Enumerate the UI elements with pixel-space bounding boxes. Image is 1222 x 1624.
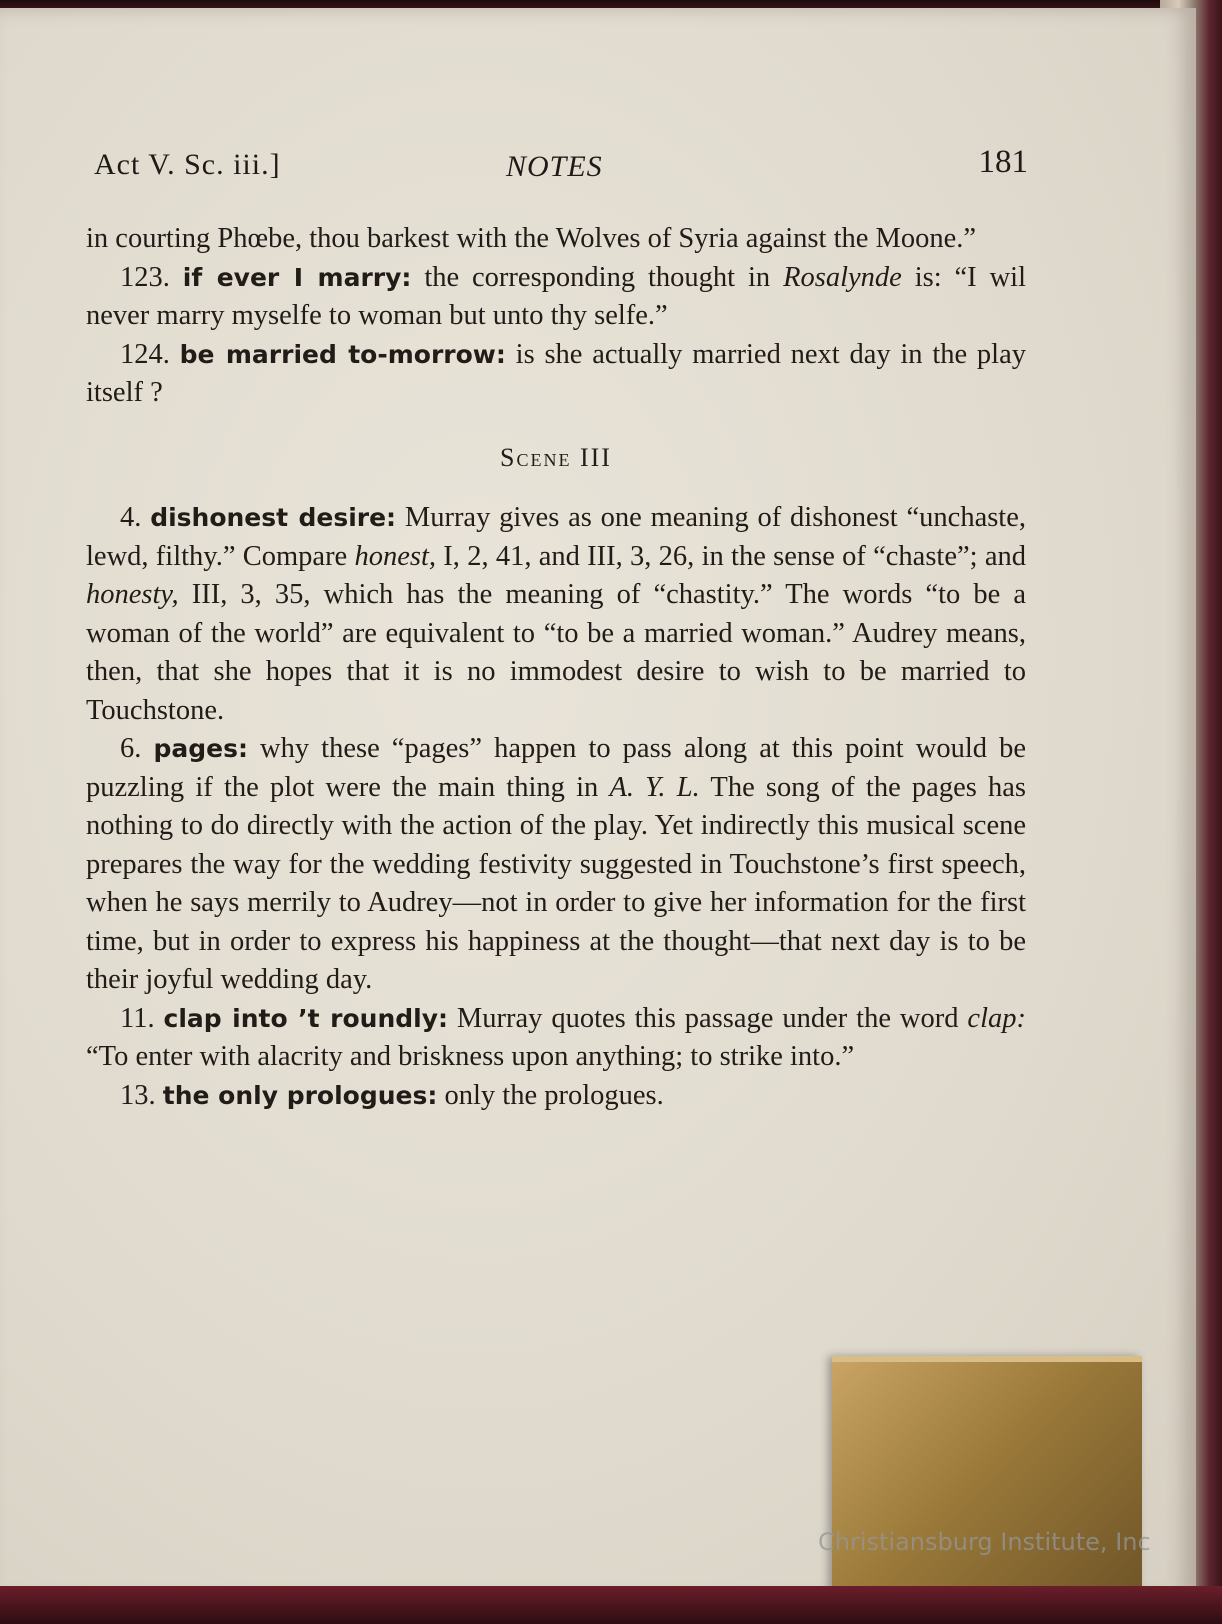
gold-bookmark-tab xyxy=(832,1356,1142,1612)
note-number: 6. xyxy=(120,733,142,764)
note-text: “To enter with alacrity and briskness upon anything; to strike into.” xyxy=(86,1041,855,1072)
note-term: the only prologues: xyxy=(162,1080,438,1110)
header-act-scene: Act V. Sc. iii.] xyxy=(94,148,281,181)
note-term: pages: xyxy=(153,734,248,763)
note-number: 123. xyxy=(120,261,170,293)
note-term: dishonest desire: xyxy=(150,503,397,532)
note-text: III, 3, 35, which has the meaning of “chastity.” The words “to be a woman of the world” are equivalent to “to be a married woman.” Audrey means, then, that she hopes that it is no immodest desire to wish to be married to Touchstone. xyxy=(86,579,1026,726)
note-italic: honest, xyxy=(354,540,437,572)
note-term: if ever I marry: xyxy=(182,262,412,292)
note-text: is: “I wil never marry myselfe to woman but unto thy selfe.” xyxy=(86,261,1026,331)
watermark: Christiansburg Institute, Inc xyxy=(818,1528,1151,1556)
note-number: 13. xyxy=(120,1079,156,1111)
note-4 xyxy=(86,499,1026,730)
header-title: NOTES xyxy=(506,150,603,183)
note-text: The song of the pages has nothing to do directly with the action of the play. Yet indirectly this musical scene prepares the way for the wedding festivity suggested in Touchstone’s first speech, when he says merrily to Audrey—not in order to give her information for the first time, but in order to express his happiness at the thought—that next day is to be their joyful wedding day. xyxy=(86,771,1026,995)
note-number: 4. xyxy=(120,502,142,533)
note-italic: A. Y. L. xyxy=(609,771,700,803)
scene-heading: Scene III xyxy=(500,442,612,472)
note-124 xyxy=(86,336,1026,413)
note-text: the corresponding thought in xyxy=(411,261,784,293)
note-term: be married to-morrow: xyxy=(179,339,506,369)
note-13 xyxy=(86,1077,1026,1116)
note-italic: Rosalynde xyxy=(783,261,902,293)
note-number: 11. xyxy=(120,1002,155,1034)
note-text: is she actually married next day in the play itself ? xyxy=(86,338,1027,408)
note-number: 124. xyxy=(120,338,170,370)
note-text: Murray gives as one meaning of dishonest “unchaste, lewd, filthy.” Compare xyxy=(86,502,1026,572)
note-italic: honesty, xyxy=(86,579,179,610)
note-6 xyxy=(86,730,1026,1000)
note-term: clap into ’t roundly: xyxy=(163,1003,448,1033)
page-number: 181 xyxy=(978,144,1028,180)
continued-note xyxy=(86,220,1026,259)
note-123 xyxy=(86,259,1026,336)
running-header xyxy=(94,142,1028,186)
note-text: in courting Phœbe, thou barkest with the Wolves of Syria against the Moone.” xyxy=(86,223,977,254)
note-text: only the prologues. xyxy=(437,1079,664,1111)
note-text: I, 2, 41, and III, 3, 26, in the sense of “chaste”; and xyxy=(436,540,1026,572)
bottom-binding xyxy=(0,1586,1222,1624)
note-11 xyxy=(86,1000,1026,1077)
note-text: Murray quotes this passage under the word xyxy=(448,1002,968,1034)
note-text: why these “pages” happen to pass along at this point would be puzzling if the plot were the main thing in xyxy=(86,733,1026,803)
note-italic: clap: xyxy=(967,1002,1026,1034)
notes-body xyxy=(86,220,1026,1115)
